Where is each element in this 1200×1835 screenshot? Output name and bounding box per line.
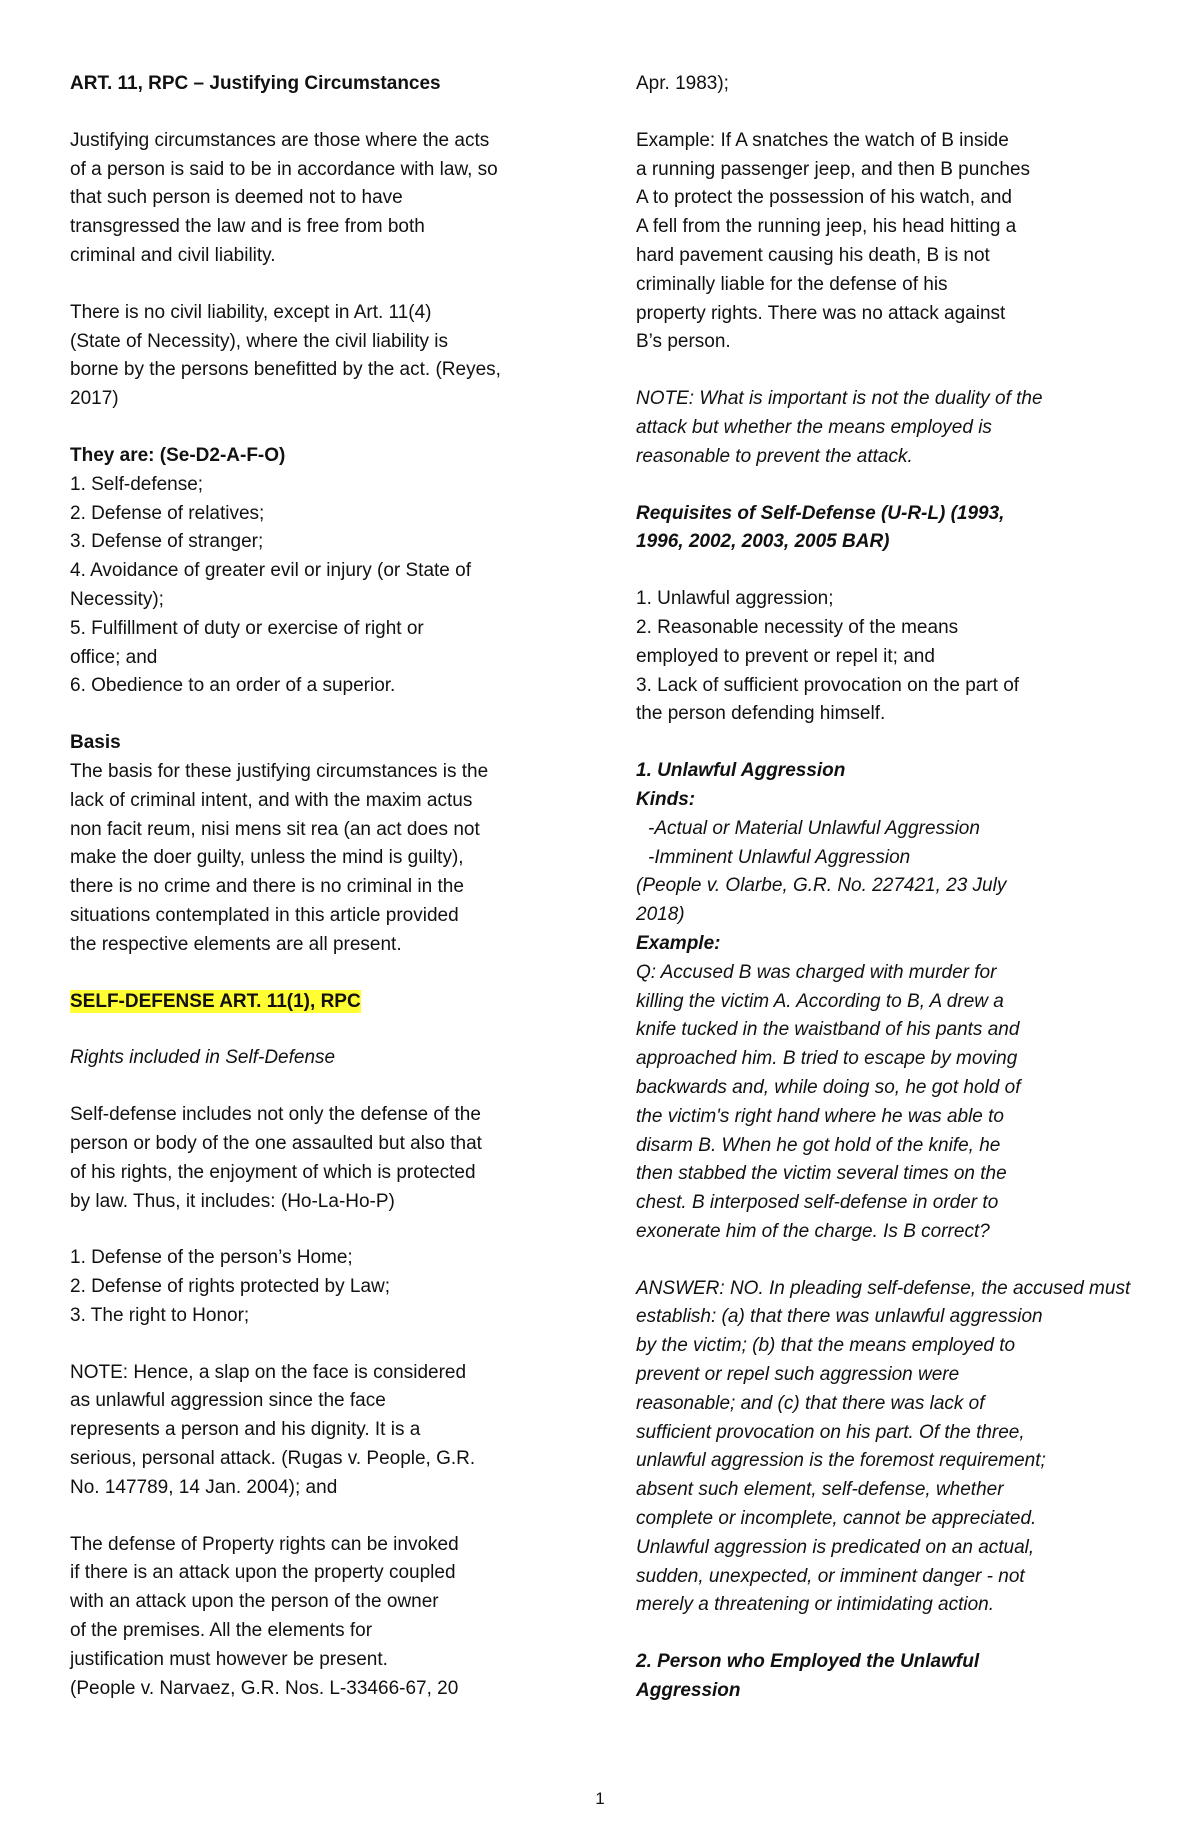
duality-note: NOTE: What is important is not the duality of the attack but whether the means employed is reasonable to prevent the attack.: [636, 388, 1043, 467]
kinds-citation: (People v. Olarbe, G.R. No. 227421, 23 July 2018): [636, 875, 1007, 926]
requisites-heading: Requisites of Self-Defense (U-R-L) (1993, 1996, 2002, 2003, 2005 BAR): [636, 502, 1005, 553]
person-heading: 2. Person who Employed the Unlawful Aggression: [636, 1651, 980, 1702]
civil-liability-paragraph: There is no civil liability, except in Art. 11(4) (State of Necessity), where the civil liability is borne by the persons benefitted by the act. (Reyes, 2017): [70, 301, 501, 410]
left-column: [70, 70, 570, 1703]
they-are-heading: They are: (Se-D2-A-F-O): [70, 444, 286, 466]
article-title: ART. 11, RPC – Justifying Circumstances: [70, 73, 441, 94]
requisites-list: 1. Unlawful aggression; 2. Reasonable necessity of the means employed to prevent or repel it; and 3. Lack of sufficient provocation on the part of the person defending himself.: [636, 588, 1020, 725]
rights-subheading: Rights included in Self-Defense: [70, 1047, 336, 1069]
citation-continuation: Apr. 1983);: [636, 73, 729, 94]
basis-heading: Basis: [70, 732, 121, 754]
basis-paragraph: The basis for these justifying circumstances is the lack of criminal intent, and with the maxim actus non facit reum, nisi mens sit rea (an act does not make the doer guilty, unless the mind is guilty), there is no crime and there is no criminal in the situations contemplated in this article provided the respective elements are all present.: [70, 760, 489, 955]
watch-example: Example: If A snatches the watch of B inside a running passenger jeep, and then B punches A to protect the possession of his watch, and A fell from the running jeep, his head hitting a hard pavement causing his death, B is not criminally liable for the defense of his property rights. There was no attack against B’s person.: [636, 129, 1031, 353]
rights-list: 1. Defense of the person’s Home; 2. Defense of rights protected by Law; 3. The right to Honor;: [70, 1247, 391, 1326]
rights-paragraph: Self-defense includes not only the defense of the person or body of the one assaulted but also that of his rights, the enjoyment of which is protected by law. Thus, it includes: (Ho-La-Ho-P): [70, 1104, 482, 1212]
answer-paragraph: ANSWER: NO. In pleading self-defense, the accused must establish: (a) that there was unlawful aggression by the victim; (b) that the means employed to prevent or repel such aggression were reasonable; and (c) that there was lack of sufficient provocation on his part. Of the three, unlawful aggression is the foremost requirement; absent such element, self-defense, whether complete or incomplete, cannot be appreciated. Unlawful aggression is predicated on an actual, sudden, unexpected, or imminent danger - not merely a threatening or intimidating action.: [636, 1277, 1131, 1616]
page-number: 1: [595, 1789, 605, 1808]
kinds-list: -Actual or Material Unlawful Aggression -Imminent Unlawful Aggression: [648, 817, 980, 868]
slap-note: NOTE: Hence, a slap on the face is considered as unlawful aggression since the face represents a person and his dignity. It is a serious, personal attack. (Rugas v. People, G.R. No. 147789, 14 Jan. 2004); and: [70, 1361, 476, 1498]
question-paragraph: Q: Accused B was charged with murder for killing the victim A. According to B, A drew a knife tucked in the waistband of his pants and approached him. B tried to escape by moving backwards and, while doing so, he got hold of the victim's right hand where he was able to disarm B. When he got hold of the knife, he then stabbed the victim several times on the chest. B interposed self-defense in order to exonerate him of the charge. Is B correct?: [636, 961, 1021, 1242]
right-column: [636, 70, 1196, 1706]
unlawful-aggression-heading: 1. Unlawful Aggression: [636, 760, 846, 782]
property-paragraph: The defense of Property rights can be invoked if there is an attack upon the property coupled with an attack upon the person of the owner of the premises. All the elements for justification must however be present. (People v. Narvaez, G.R. Nos. L-33466-67, 20: [70, 1533, 459, 1699]
intro-paragraph: Justifying circumstances are those where the acts of a person is said to be in accordance with law, so that such person is deemed not to have transgressed the law and is free from both criminal and civil liability.: [70, 129, 498, 266]
kinds-label: Kinds:: [636, 788, 696, 810]
example-label: Example:: [636, 932, 721, 954]
self-defense-heading: SELF-DEFENSE ART. 11(1), RPC: [70, 990, 361, 1012]
circumstances-list: 1. Self-defense; 2. Defense of relatives; 3. Defense of stranger; 4. Avoidance of greater evil or injury (or State of Necessity); 5. Fulfillment of duty or exercise of right or office; and 6. Obedience to an order of a superior.: [70, 473, 471, 697]
